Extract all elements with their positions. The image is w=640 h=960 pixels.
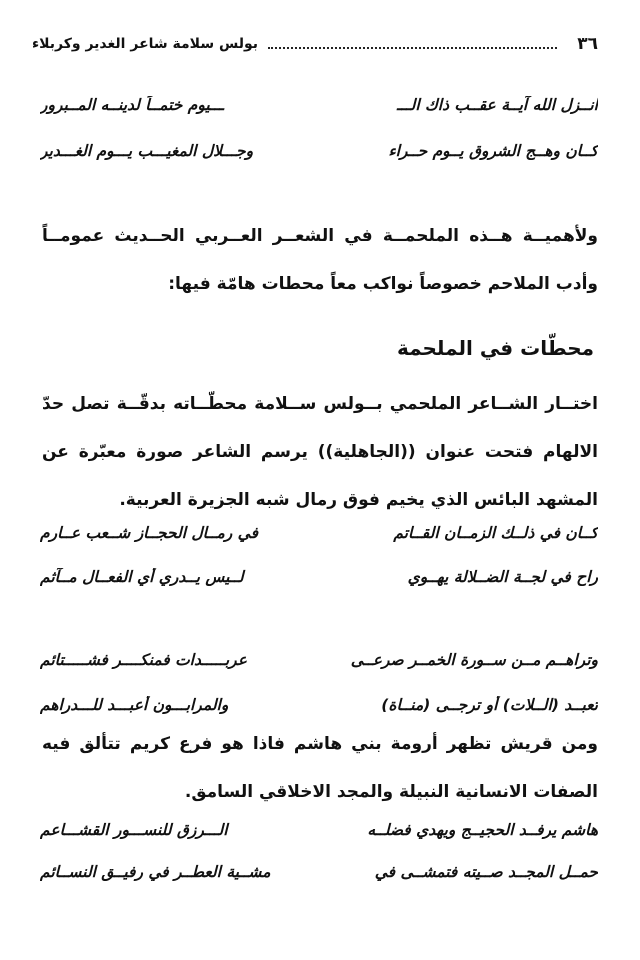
verse-first-hemistich: انــزل الله آيــة عقــب ذاك الـــ (396, 96, 598, 114)
verse-second-hemistich: لــيس يــدري أي الفعــال مــآثم (40, 568, 244, 586)
running-header (32, 30, 598, 58)
paragraph-intro: ولأهميــة هــذه الملحمــة في الشعــر العــربي الحــديث عمومــاً وأدب الملاحم خصوصاً نواكب معاً محطات هامّة فيها: (42, 226, 598, 294)
verse-first-hemistich: تعبــد (الــلات) أو ترجــى (منــاة) (381, 696, 598, 714)
paragraph-bani-hashim: ومن قريش تظهر أرومة بني هاشم فاذا هو فرع كريم تتألق فيه الصفات الانسانية النبيلة والمجد الاخلاقي السامق. (42, 734, 598, 802)
verse-first-hemistich: وتراهــم مــن ســورة الخمــر صرعــى (350, 651, 598, 669)
page-number: ٣٦ (577, 34, 598, 54)
verse-line (40, 857, 598, 887)
leader-dots (268, 47, 557, 49)
verse-second-hemistich: عربـــــدات فمنكــــر فشـــــتائم (40, 651, 247, 669)
verse-second-hemistich: والمرابـــون أعبـــد للـــدراهم (40, 696, 229, 714)
verse-first-hemistich: حمــل المجــد صــيته فتمشــى في (374, 863, 598, 881)
verse-second-hemistich: الـــرزق للنســـور القشـــاعم (40, 821, 228, 839)
section-heading: محطّات في الملحمة (396, 336, 594, 360)
verse-first-hemistich: هاشم يرفــد الحجيــج ويهدي فضلــه (367, 821, 598, 839)
verse-second-hemistich: ـــيوم ختمــاً لدينــه المــبرور (40, 96, 224, 114)
verse-first-hemistich: كــان في ذلــك الزمــان القــاتم (393, 524, 598, 542)
verse-second-hemistich: في رمــال الحجــاز شــعب عــارم (40, 524, 258, 542)
verse-line (40, 690, 598, 720)
verse-line (40, 562, 598, 592)
verse-second-hemistich: وجـــلال المغيـــب يـــوم الغـــدير (40, 142, 254, 160)
verse-second-hemistich: مشــية العطــر في رفيــق النســائم (40, 863, 271, 881)
verse-line (40, 518, 598, 548)
verse-first-hemistich: راح في لجــة الضــلالة يهــوي (407, 568, 598, 586)
verse-line (40, 645, 598, 675)
verse-first-hemistich: كــان وهــج الشروق يــوم حــراء (388, 142, 598, 160)
verse-line (40, 815, 598, 845)
running-title: بولس سلامة شاعر الغدير وكربلاء (32, 36, 259, 52)
verse-line (40, 136, 598, 166)
paragraph-jahiliya: اختــار الشــاعر الملحمي بــولس ســلامة محطّــاته بدقّــة تصل حدّ الالهام فتحت عنوان ((الجاهلية)) يرسم الشاعر صورة معبّرة عن المشهد البائس الذي يخيم فوق رمال شبه الجزيرة العربية. (42, 394, 598, 510)
verse-line (40, 90, 598, 120)
